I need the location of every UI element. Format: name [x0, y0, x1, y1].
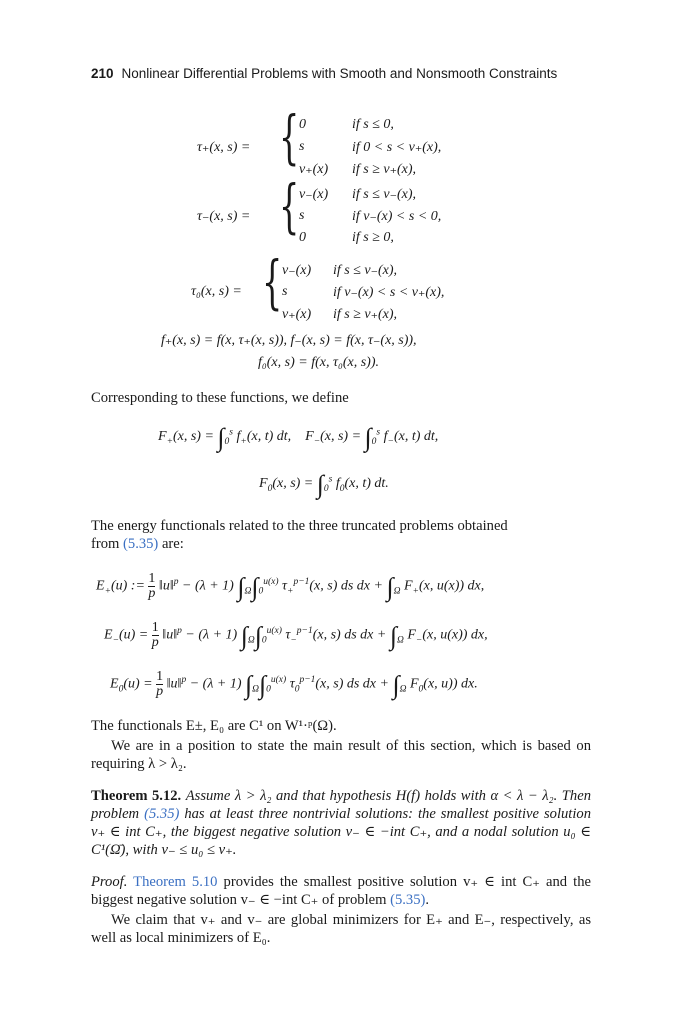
tau-minus-case-2-value: s	[299, 208, 305, 223]
tau-minus-case-2-cond: if v₋(x) < s < 0,	[352, 209, 442, 224]
tau-plus-case-1-cond: if s ≤ 0,	[352, 117, 394, 132]
tau-zero-case-1-value: v₋(x)	[282, 263, 312, 278]
running-title: Nonlinear Differential Problems with Smooth and Nonsmooth Constraints	[121, 66, 558, 81]
tau-zero-case-3-value: v₊(x)	[282, 307, 312, 322]
tau-minus-case-3-value: 0	[299, 230, 306, 245]
tau-minus-case-3-cond: if s ≥ 0,	[352, 230, 394, 245]
tau-zero-case-3-cond: if s ≥ v₊(x),	[333, 307, 398, 322]
proof-ref-5-35[interactable]: (5.35)	[390, 892, 426, 908]
functionals-sentence: The functionals E±, E₀ are C¹ on W¹·ᵖ(Ω).	[91, 718, 337, 734]
tau-plus-case-2-value: s	[299, 139, 305, 154]
claim-paragraph: We claim that v₊ and v₋ are global minimizers for E₊ and E₋, respectively, as well as local minimizers of E₀.	[91, 912, 591, 946]
theorem-label: Theorem 5.12.	[91, 788, 182, 804]
corresponding-sentence: Corresponding to these functions, we define	[91, 390, 349, 406]
tau-plus-case-3-cond: if s ≥ v₊(x),	[352, 162, 417, 177]
equation-F-zero: $F_0(x$, $s) = \int_0^s$ $f_0(x$, t) dt.	[259, 470, 389, 499]
running-header	[91, 66, 557, 81]
proof-body-part2: .	[425, 892, 430, 908]
tau-plus-lhs: τ₊(x, s) =	[197, 140, 251, 155]
proof-paragraph	[91, 873, 591, 909]
energy-intro-paragraph	[91, 517, 591, 553]
equation-F-plus-minus: $F_+(x$, $s) = \int_0^s$ $f_+(x$, t) dt, $F_-(x$, $s) = \int_0^s$ $f_-(x$, t) dt,	[158, 423, 439, 452]
energy-intro-are: are:	[158, 536, 184, 552]
tau-zero-case-1-cond: if s ≤ v₋(x),	[333, 263, 398, 278]
tau-minus-case-1-value: v₋(x)	[299, 187, 329, 202]
proof-label: Proof.	[91, 874, 128, 890]
position-paragraph: We are in a position to state the main result of this section, which is based on requiring λ > λ₂.	[91, 738, 591, 772]
theorem-5-10-link[interactable]: Theorem 5.10	[133, 874, 218, 890]
tau-zero-lhs: τ₀(x, s) =	[191, 284, 242, 299]
equation-ref-5-35[interactable]: (5.35)	[123, 536, 159, 552]
tau-minus-brace: {	[279, 172, 300, 240]
proof-body-part1: provides the smallest positive solution v₊ ∈ int C₊ and the biggest negative solution v₋ ∈ −int C₊ of problem	[91, 874, 591, 908]
theorem-ref-5-35[interactable]: (5.35)	[144, 806, 180, 822]
tau-zero-case-2-cond: if v₋(x) < s < v₊(x),	[333, 285, 445, 300]
energy-intro-line1: The energy functionals related to the three truncated problems obtained	[91, 518, 508, 534]
equation-E-minus: $E_-(u)$ = $\frac{1}{p}$ ‖u‖$^p$ − (λ + 1) $\int_\Omega\int_0^{u(x)}$ $\tau_-^{p-1}(x$, s) ds dx + $\int_\Omega$ $F_-(x$, u(x)) dx,	[104, 620, 488, 651]
energy-intro-from: from	[91, 536, 124, 552]
tau-zero-brace: {	[262, 248, 283, 316]
tau-minus-case-1-cond: if s ≤ v₋(x),	[352, 187, 417, 202]
tau-zero-case-2-value: s	[282, 284, 288, 299]
theorem-body-part2: has at least three nontrivial solutions: the smallest positive solution v₊ ∈ int C₊, the biggest negative solution v₋ ∈ −int C₊, and a nodal solution u₀ ∈ C¹(Ω̄), with v₋ ≤ u₀ ≤ v₊.	[91, 806, 592, 858]
equation-E-plus: $E_+(u)$ := $\frac{1}{p}$ ‖u‖$^p$ − (λ + 1) $\int_\Omega\int_0^{u(x)}$ $\tau_+^{p-1}(x$, s) ds dx + $\int_\Omega$ $F_+(x$, u(x)) dx,	[96, 571, 485, 602]
equation-E-zero: $E_0(u)$ = $\frac{1}{p}$ ‖u‖$^p$ − (λ + 1) $\int_\Omega\int_0^{u(x)}$ $\tau_0^{p-1}(x$, s) ds dx + $\int_\Omega$ $F_0(x$, u)) dx.	[110, 669, 478, 700]
tau-plus-brace: {	[279, 103, 300, 171]
equation-f-zero: f₀(x, s) = f(x, τ₀(x, s)).	[258, 355, 379, 370]
page-number: 210	[91, 66, 114, 81]
tau-plus-case-3-value: v₊(x)	[299, 162, 329, 177]
tau-minus-lhs: τ₋(x, s) =	[197, 209, 251, 224]
tau-plus-case-2-cond: if 0 < s < v₊(x),	[352, 140, 442, 155]
theorem-body-part1: Assume λ > λ₂ and that hypothesis H(f) holds with α < λ − λ₂. Then problem	[91, 788, 591, 822]
theorem-5-12	[91, 787, 591, 859]
tau-plus-case-1-value: 0	[299, 117, 306, 132]
equation-f-plus-minus: f₊(x, s) = f(x, τ₊(x, s)), f₋(x, s) = f(x, τ₋(x, s)),	[161, 333, 417, 348]
